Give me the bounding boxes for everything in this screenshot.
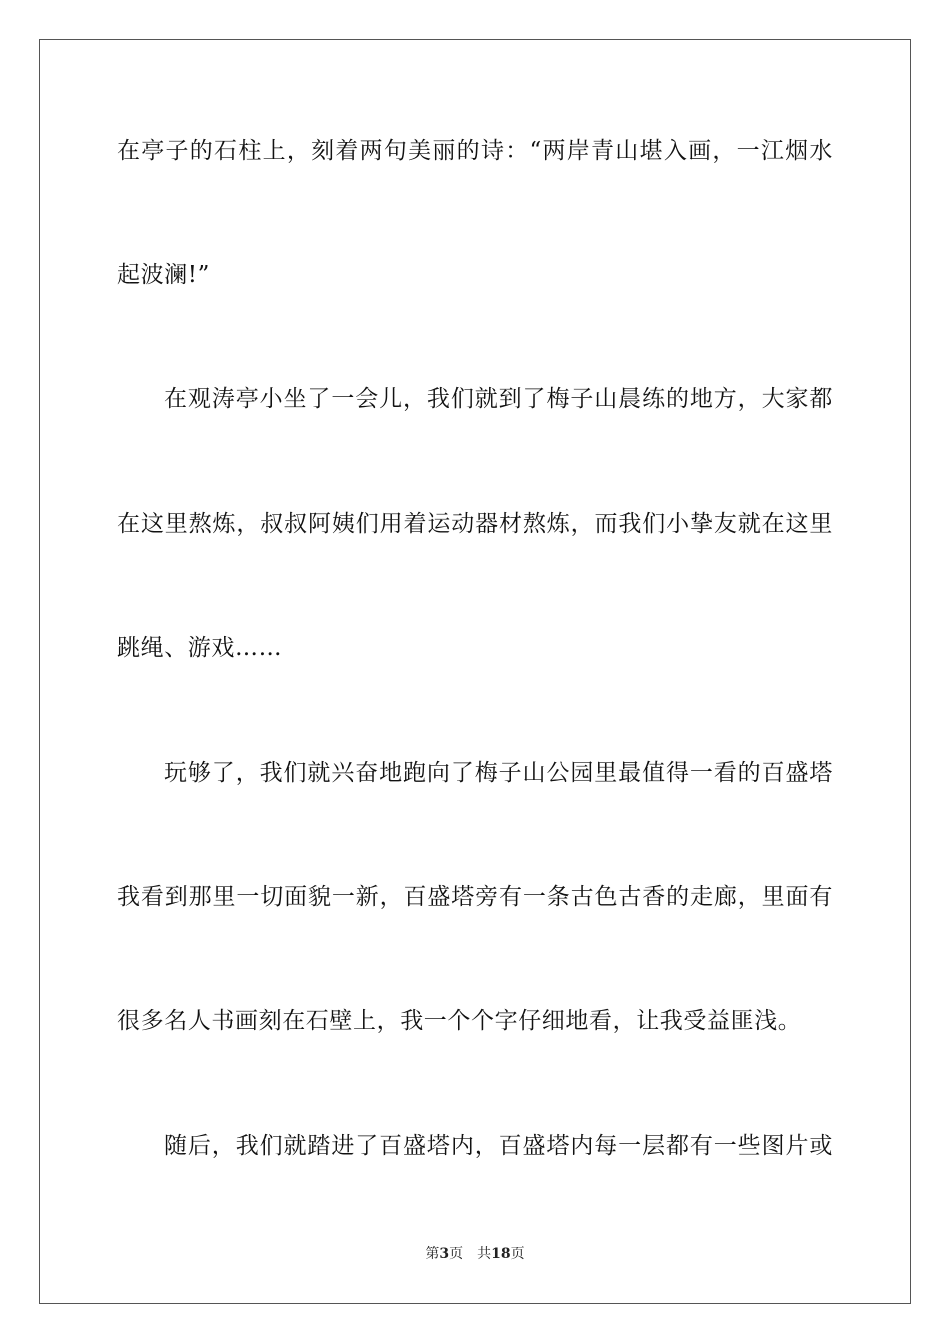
paragraph-line-8: 很多名人书画刻在石壁上，我一个个字仔细地看，让我受益匪浅。 [117, 1008, 802, 1034]
paragraph-line-2: 起波澜!” [117, 262, 211, 288]
paragraph-line-7: 我看到那里一切面貌一新，百盛塔旁有一条古色古香的走廊，里面有 [117, 884, 833, 910]
paragraph-line-5: 跳绳、游戏…… [117, 635, 283, 661]
footer-page-suffix: 页 [449, 1246, 464, 1262]
footer-total-prefix: 共 [477, 1246, 492, 1262]
paragraph-line-4: 在这里熬炼，叔叔阿姨们用着运动器材熬炼，而我们小挚友就在这里 [117, 511, 833, 537]
paragraph-line-9: 随后，我们就踏进了百盛塔内，百盛塔内每一层都有一些图片或 [164, 1133, 833, 1159]
footer-total-suffix: 页 [510, 1246, 525, 1262]
page-footer [0, 1244, 950, 1264]
footer-total-pages: 18 [491, 1246, 511, 1262]
footer-page-number: 3 [439, 1246, 450, 1262]
paragraph-line-1: 在亭子的石柱上，刻着两句美丽的诗：“两岸青山堪入画，一江烟水 [117, 138, 833, 164]
paragraph-line-3: 在观涛亭小坐了一会儿，我们就到了梅子山晨练的地方，大家都 [164, 386, 833, 412]
page-border [39, 39, 911, 1304]
footer-page-prefix: 第 [425, 1246, 440, 1262]
paragraph-line-6: 玩够了，我们就兴奋地跑向了梅子山公园里最值得一看的百盛塔 [164, 760, 833, 786]
